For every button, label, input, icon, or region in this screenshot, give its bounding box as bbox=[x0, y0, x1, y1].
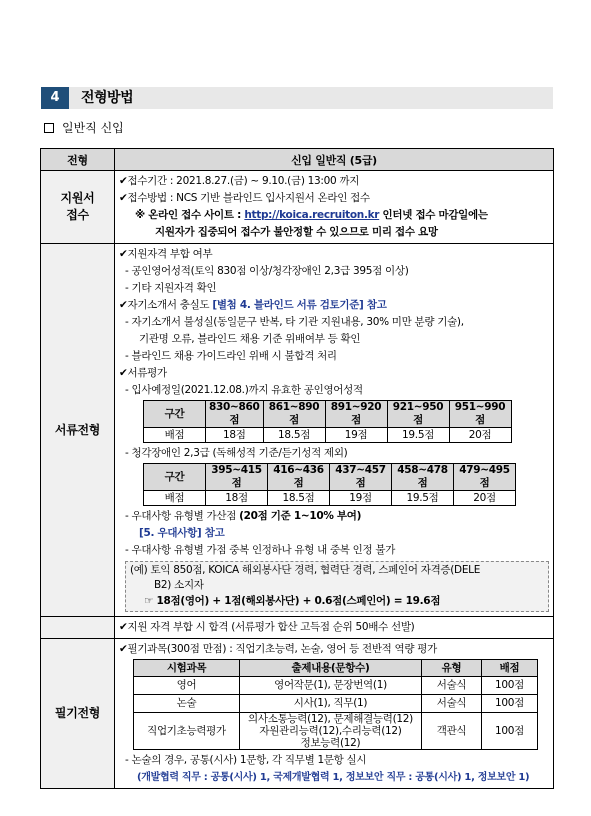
written-line: ✔필기과목(300점 만점) : 직업기초능력, 논술, 영어 등 전반적 역량 평가 bbox=[119, 643, 437, 655]
doc-line: - 입사예정일(2021.12.08.)까지 유효한 공인영어성적 bbox=[125, 384, 363, 396]
row-document-screening bbox=[41, 244, 554, 617]
row-document-result bbox=[41, 617, 554, 639]
application-method: ✔접수방법 : NCS 기반 블라인드 입사지원서 온라인 접수 bbox=[119, 192, 370, 204]
selection-method-table bbox=[40, 148, 554, 789]
square-bullet-icon bbox=[44, 123, 54, 133]
table-header-row bbox=[41, 149, 554, 171]
written-line: (개발협력 직무 : 공통(시사) 1, 국제개발협력 1, 정보보안 직무 : 공통(시사) 1, 정보보안 1) bbox=[137, 772, 530, 783]
doc-line: - 청각장애인 2,3급 (독해성적 기준/듣기성적 제외) bbox=[125, 447, 348, 459]
doc-line: 기관명 오류, 블라인드 채용 기준 위배여부 등 확인 bbox=[139, 333, 361, 345]
application-period: ✔접수기간 : 2021.8.27.(금) ~ 9.10.(금) 13:00 까지 bbox=[119, 175, 360, 187]
example-box: (예) 토익 850점, KOICA 해외봉사단 경력, 협력단 경력, 스페인어 자격증(DELE B2) 소지자 ☞ 18점(영어) + 1점(해외봉사단) + 0.6점(스페인어) = 19.6점 bbox=[125, 561, 549, 612]
doc-line: - 우대사항 유형별 가산점 (20점 기준 1~10% 부여) bbox=[125, 510, 362, 522]
written-line: - 논술의 경우, 공통(시사) 1문항, 각 직무별 1문항 실시 bbox=[125, 754, 367, 766]
stage-document-screening: 서류전형 bbox=[41, 244, 115, 617]
row-application bbox=[41, 171, 554, 244]
doc-line: - 우대사항 유형별 가점 중복 인정하나 유형 내 중복 인정 불가 bbox=[125, 544, 396, 556]
hearing-score-table: 구간 395~415점 416~436점 437~457점 458~478점 479~495점 배점 18점 18.5점 19점 19.5점 20점 bbox=[143, 463, 516, 506]
written-exam-details bbox=[115, 639, 554, 789]
stage-application: 지원서 접수 bbox=[41, 171, 115, 244]
doc-line: - 자기소개서 불성실(동일문구 반복, 타 기관 지원내용, 30% 미만 분량 기술), bbox=[125, 316, 464, 328]
doc-line: - 공인영어성적(토익 830점 이상/청각장애인 2,3급 395점 이상) bbox=[125, 265, 409, 277]
header-position: 신입 일반직 (5급) bbox=[115, 149, 554, 171]
application-details bbox=[115, 171, 554, 244]
header-stage: 전형 bbox=[41, 149, 115, 171]
subsection-title bbox=[44, 121, 124, 135]
doc-line: ✔지원자격 부합 여부 bbox=[119, 248, 213, 260]
document-screening-details bbox=[115, 244, 554, 617]
doc-line: - 블라인드 채용 가이드라인 위배 시 불합격 처리 bbox=[125, 350, 337, 362]
doc-line: - 기타 지원자격 확인 bbox=[125, 282, 217, 294]
section-title: 전형방법 bbox=[81, 90, 134, 106]
stage-written-exam: 필기전형 bbox=[41, 639, 115, 789]
doc-line: ✔자기소개서 충실도 [별첨 4. 블라인드 서류 검토기준] 참고 bbox=[119, 299, 387, 311]
row-written-exam bbox=[41, 639, 554, 789]
doc-line: ✔서류평가 bbox=[119, 367, 167, 379]
subsection-label: 일반직 신입 bbox=[62, 121, 124, 135]
doc-line: [5. 우대사항] 참고 bbox=[139, 527, 225, 539]
application-note-2: 지원자가 집중되어 접수가 불안정할 수 있으므로 미리 접수 요망 bbox=[155, 226, 438, 238]
section-header bbox=[41, 87, 553, 109]
exam-subject-table: 시험과목 출제내용(문항수) 유형 배점 영어 영어작문(1), 문장번역(1) 서술식 100점 논술 시사(1), 직무(1) 서술식 100점 직업기초능력평가 의사소통능력(12), 문제해결능력(12) 자원관리능력(12),수리능력(12) 정보능력(12) 객관식 100점 bbox=[133, 659, 538, 750]
section-number: 4 bbox=[41, 87, 69, 109]
application-note: ※ 온라인 접수 사이트 : http://koica.recruiton.kr 인터넷 접수 마감일에는 bbox=[135, 209, 488, 221]
toeic-score-table: 구간 830~860점 861~890점 891~920점 921~950점 951~990점 배점 18점 18.5점 19점 19.5점 20점 bbox=[143, 400, 512, 443]
recruit-site-link[interactable]: http://koica.recruiton.kr bbox=[244, 209, 380, 221]
doc-line: ✔지원 자격 부합 시 합격 (서류평가 합산 고득점 순위 50배수 선발) bbox=[119, 621, 415, 633]
